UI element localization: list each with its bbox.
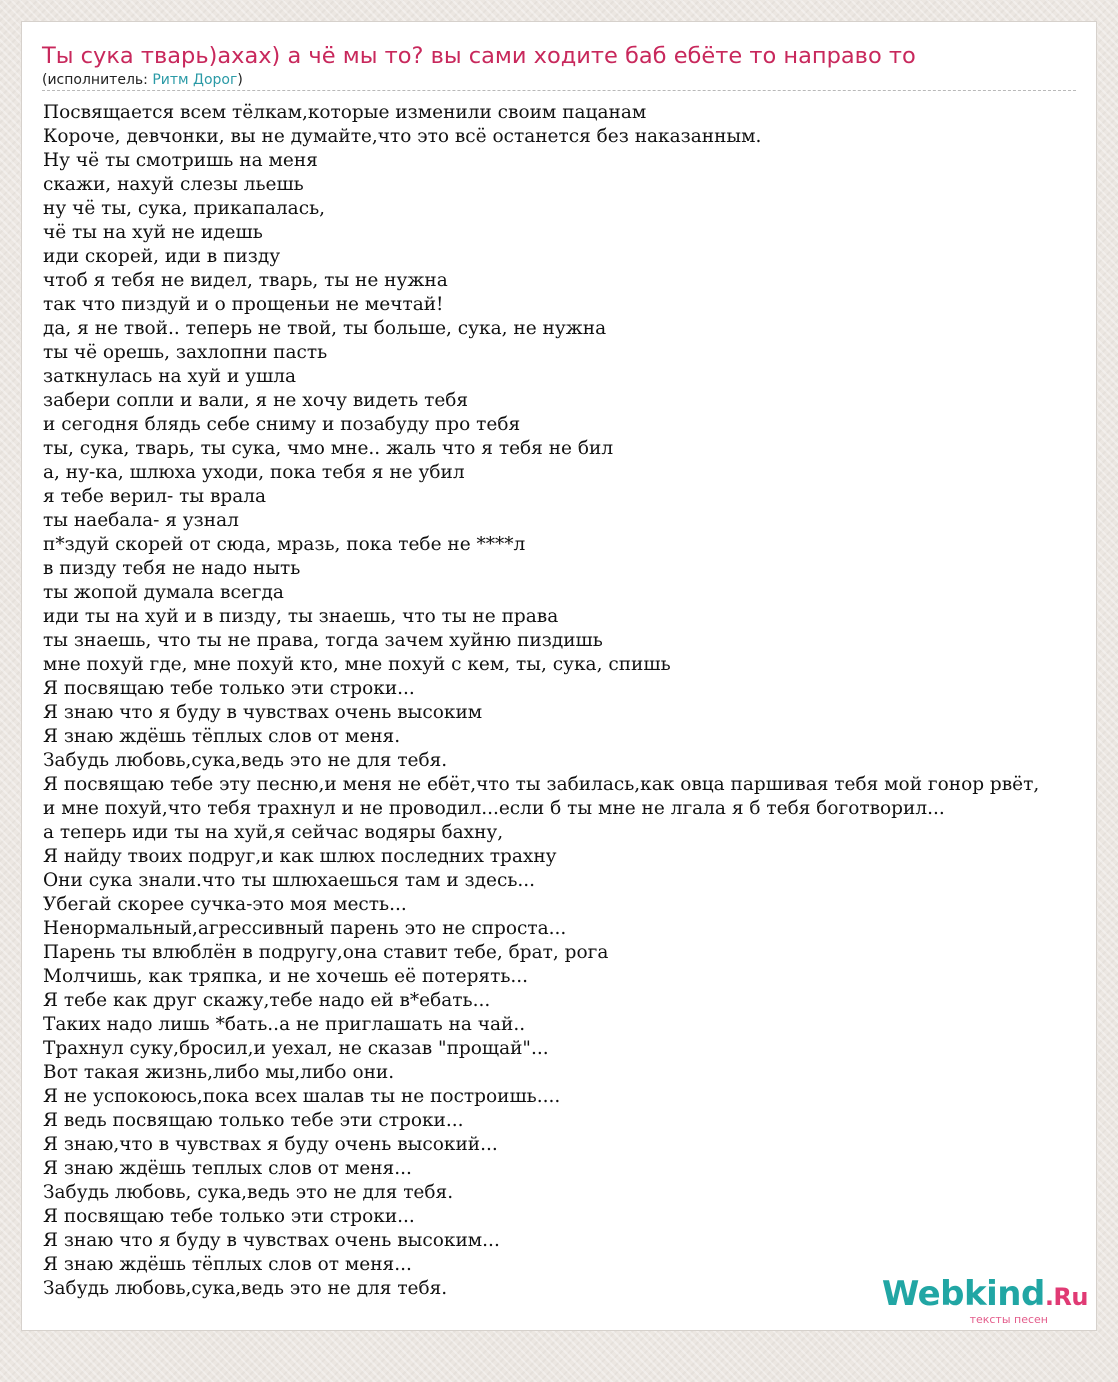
lyric-line: иди ты на хуй и в пизду, ты знаешь, что ты не права <box>43 606 559 627</box>
lyric-line: Молчишь, как тряпка, и не хочешь её потерять... <box>43 966 529 987</box>
lyric-line: забери сопли и вали, я не хочу видеть тебя <box>43 390 469 411</box>
lyric-line: Парень ты влюблён в подругу,она ставит тебе, брат, рога <box>43 942 609 963</box>
lyric-line: и мне похуй,что тебя трахнул и не проводил...если б ты мне не лгала я б тебя боготворил... <box>43 798 945 819</box>
lyrics-text <box>43 101 1039 1301</box>
lyric-line: Ну чё ты смотришь на меня <box>43 150 318 171</box>
lyric-line: и сегодня блядь себе сниму и позабуду про тебя <box>43 414 521 435</box>
lyric-line: мне похуй где, мне похуй кто, мне похуй с кем, ты, сука, спишь <box>43 654 671 675</box>
lyric-line: иди скорей, иди в пизду <box>43 246 281 267</box>
lyric-line: ты чё орешь, захлопни пасть <box>43 342 328 363</box>
logo-tagline: тексты песен <box>969 1313 1048 1326</box>
lyric-line: Я знаю,что в чувствах я буду очень высокий... <box>43 1134 498 1155</box>
lyric-line: так что пиздуй и о прощеньи не мечтай! <box>43 294 444 315</box>
lyric-line: Они сука знали.что ты шлюхаешься там и здесь... <box>43 870 536 891</box>
song-title: Ты сука тварь)ахах) а чё мы то? вы сами ходите баб ебёте то направо то <box>42 43 916 69</box>
artist-suffix: ) <box>237 72 243 88</box>
lyric-line: я тебе верил- ты врала <box>43 486 267 507</box>
lyric-line: Я знаю ждёшь тёплых слов от меня. <box>43 726 401 747</box>
lyric-line: чё ты на хуй не идешь <box>43 222 263 243</box>
lyric-line: чтоб я тебя не видел, тварь, ты не нужна <box>43 270 448 291</box>
lyric-line: а теперь иди ты на хуй,я сейчас водяры бахну, <box>43 822 504 843</box>
lyric-line: Ненормальный,агрессивный парень это не спроста... <box>43 918 567 939</box>
lyric-line: Короче, девчонки, вы не думайте,что это всё останется без наказанным. <box>43 126 762 147</box>
lyric-line: ты, сука, тварь, ты сука, чмо мне.. жаль что я тебя не бил <box>43 438 614 459</box>
lyric-line: Посвящается всем тёлкам,которые изменили своим пацанам <box>43 102 647 123</box>
lyric-line: ты знаешь, что ты не права, тогда зачем хуйню пиздишь <box>43 630 603 651</box>
content-card <box>21 21 1097 1331</box>
lyric-line: Трахнул суку,бросил,и уехал, не сказав "прощай"... <box>43 1038 549 1059</box>
lyric-line: Забудь любовь, сука,ведь это не для тебя. <box>43 1182 454 1203</box>
site-logo[interactable] <box>881 1274 1088 1326</box>
lyric-line: п*здуй скорей от сюда, мразь, пока тебе не ****л <box>43 534 526 555</box>
lyric-line: Я ведь посвящаю только тебе эти строки... <box>43 1110 464 1131</box>
lyric-line: Я найду твоих подруг,и как шлюх последних трахну <box>43 846 557 867</box>
lyric-line: ну чё ты, сука, прикапалась, <box>43 198 326 219</box>
lyric-line: ты наебала- я узнал <box>43 510 239 531</box>
lyric-line: а, ну-ка, шлюха уходи, пока тебя я не убил <box>43 462 465 483</box>
lyric-line: Убегай скорее сучка-это моя месть... <box>43 894 407 915</box>
title-divider <box>42 90 1076 91</box>
lyric-line: Я посвящаю тебе эту песню,и меня не ебёт,что ты забилась,как овца паршивая тебя мой гонор рвёт, <box>43 774 1040 795</box>
lyric-line: Я знаю ждёшь тёплых слов от меня... <box>43 1254 412 1275</box>
lyric-line: ты жопой думала всегда <box>43 582 284 603</box>
lyric-line: Я посвящаю тебе только эти строки... <box>43 678 415 699</box>
lyric-line: скажи, нахуй слезы льешь <box>43 174 304 195</box>
lyric-line: в пизду тебя не надо ныть <box>43 558 301 579</box>
lyric-line: Я знаю что я буду в чувствах очень высоким... <box>43 1230 500 1251</box>
lyric-line: Вот такая жизнь,либо мы,либо они. <box>43 1062 395 1083</box>
logo-name: Webkind <box>881 1274 1045 1314</box>
artist-prefix: (исполнитель: <box>42 72 153 88</box>
lyric-line: Я не успокоюсь,пока всех шалав ты не построишь.... <box>43 1086 561 1107</box>
lyric-line: Я знаю ждёшь теплых слов от меня... <box>43 1158 412 1179</box>
lyric-line: Забудь любовь,сука,ведь это не для тебя. <box>43 1278 448 1299</box>
logo-tld: .Ru <box>1044 1283 1088 1311</box>
lyric-line: Я посвящаю тебе только эти строки... <box>43 1206 415 1227</box>
lyric-line: Я тебе как друг скажу,тебе надо ей в*ебать... <box>43 990 491 1011</box>
lyric-line: да, я не твой.. теперь не твой, ты больше, сука, не нужна <box>43 318 607 339</box>
lyric-line: Таких надо лишь *бать..а не приглашать на чай.. <box>43 1014 526 1035</box>
artist-line <box>42 71 243 89</box>
artist-link[interactable]: Ритм Дорог <box>152 72 238 88</box>
logo-wordmark <box>881 1274 1088 1314</box>
lyric-line: Забудь любовь,сука,ведь это не для тебя. <box>43 750 448 771</box>
lyric-line: Я знаю что я буду в чувствах очень высоким <box>43 702 483 723</box>
lyric-line: заткнулась на хуй и ушла <box>43 366 297 387</box>
